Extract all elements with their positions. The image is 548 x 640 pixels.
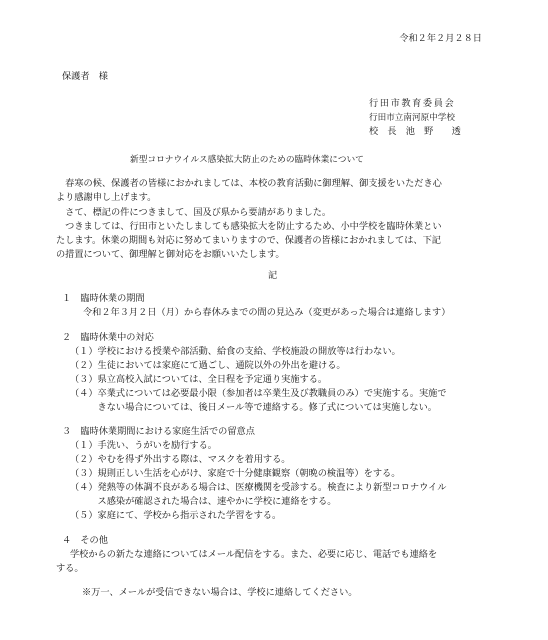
section-line: 学校からの新たな連絡についてはメール配信をする。また、必要に応じ、電話でも連絡を	[70, 549, 438, 560]
body-line: つきましては、行田市といたしましても感染拡大を防止するため、小中学校を臨時休業とい	[56, 221, 442, 232]
body-line: さて、標記の件につきまして、国及び県から要請がありました。	[56, 207, 332, 218]
section-heading: ４ その他	[62, 535, 108, 546]
section-line: （５）家庭にて、学校から指示された学習をする。	[70, 510, 282, 521]
sender-principal: 校 長 池 野 透	[369, 126, 461, 137]
body-line: より感謝申し上げます。	[56, 192, 157, 203]
section-line: （１）手洗い、うがいを励行する。	[70, 440, 217, 451]
section-line: ス感染が確認された場合は、速やかに学校に連絡をする。	[70, 496, 337, 507]
section-line: （１）学校における授業や部活動、給食の支給、学校施設の開放等は行わない。	[70, 346, 401, 357]
addressee: 保護者 様	[62, 71, 108, 82]
section-line: （４）発熱等の体調不良がある場合は、医療機関を受診する。検査により新型コロナウイル	[70, 482, 447, 493]
body-line: 春寒の候、保護者の皆様におかれましては、本校の教育活動に御理解、御支援をいただき心	[56, 178, 442, 189]
section-line: （３）県立高校入試については、全日程を予定通り実施する。	[70, 374, 328, 385]
section-line: （２）生徒においては家庭にて過ごし、通院以外の外出を避ける。	[70, 360, 346, 371]
section-line: （３）規則正しい生活を心がけ、家庭で十分健康観察（朝晩の検温等）をする。	[70, 468, 401, 479]
section-line: （２）やむを得ず外出する際は、マスクを着用する。	[70, 454, 291, 465]
section-heading: ３ 臨時休業期間における家庭生活での留意点	[62, 426, 255, 437]
section-line: きない場合については、後日メール等で連絡する。修了式については実施しない。	[70, 402, 437, 413]
footer-note: ※万一、メールが受信できない場合は、学校に連絡してください。	[82, 587, 358, 598]
section-line: （４）卒業式については必要最小限（参加者は卒業生及び教職員のみ）で実施する。実施で	[70, 388, 447, 399]
section-heading: １ 臨時休業の期間	[62, 293, 145, 304]
section-line: する。	[56, 563, 84, 574]
ki-heading: 記	[268, 270, 278, 281]
document-date: 令和２年２月２８日	[399, 33, 482, 44]
body-line: の措置について、御理解と御対応をお願いいたします。	[56, 249, 285, 260]
section-line: 令和２年３月２日（月）から春休みまでの間の見込み（変更があった場合は連絡します）	[83, 307, 451, 318]
section-heading: ２ 臨時休業中の対応	[62, 332, 154, 343]
sender-school: 行田市立南河原中学校	[369, 113, 455, 123]
body-line: たします。休業の期間も対応に努めてまいりますので、保護者の皆様におかれましては、下記	[56, 235, 441, 246]
document-title: 新型コロナウイルス感染拡大防止のための臨時休業について	[130, 155, 364, 165]
sender-org: 行田市教育委員会	[369, 98, 456, 109]
